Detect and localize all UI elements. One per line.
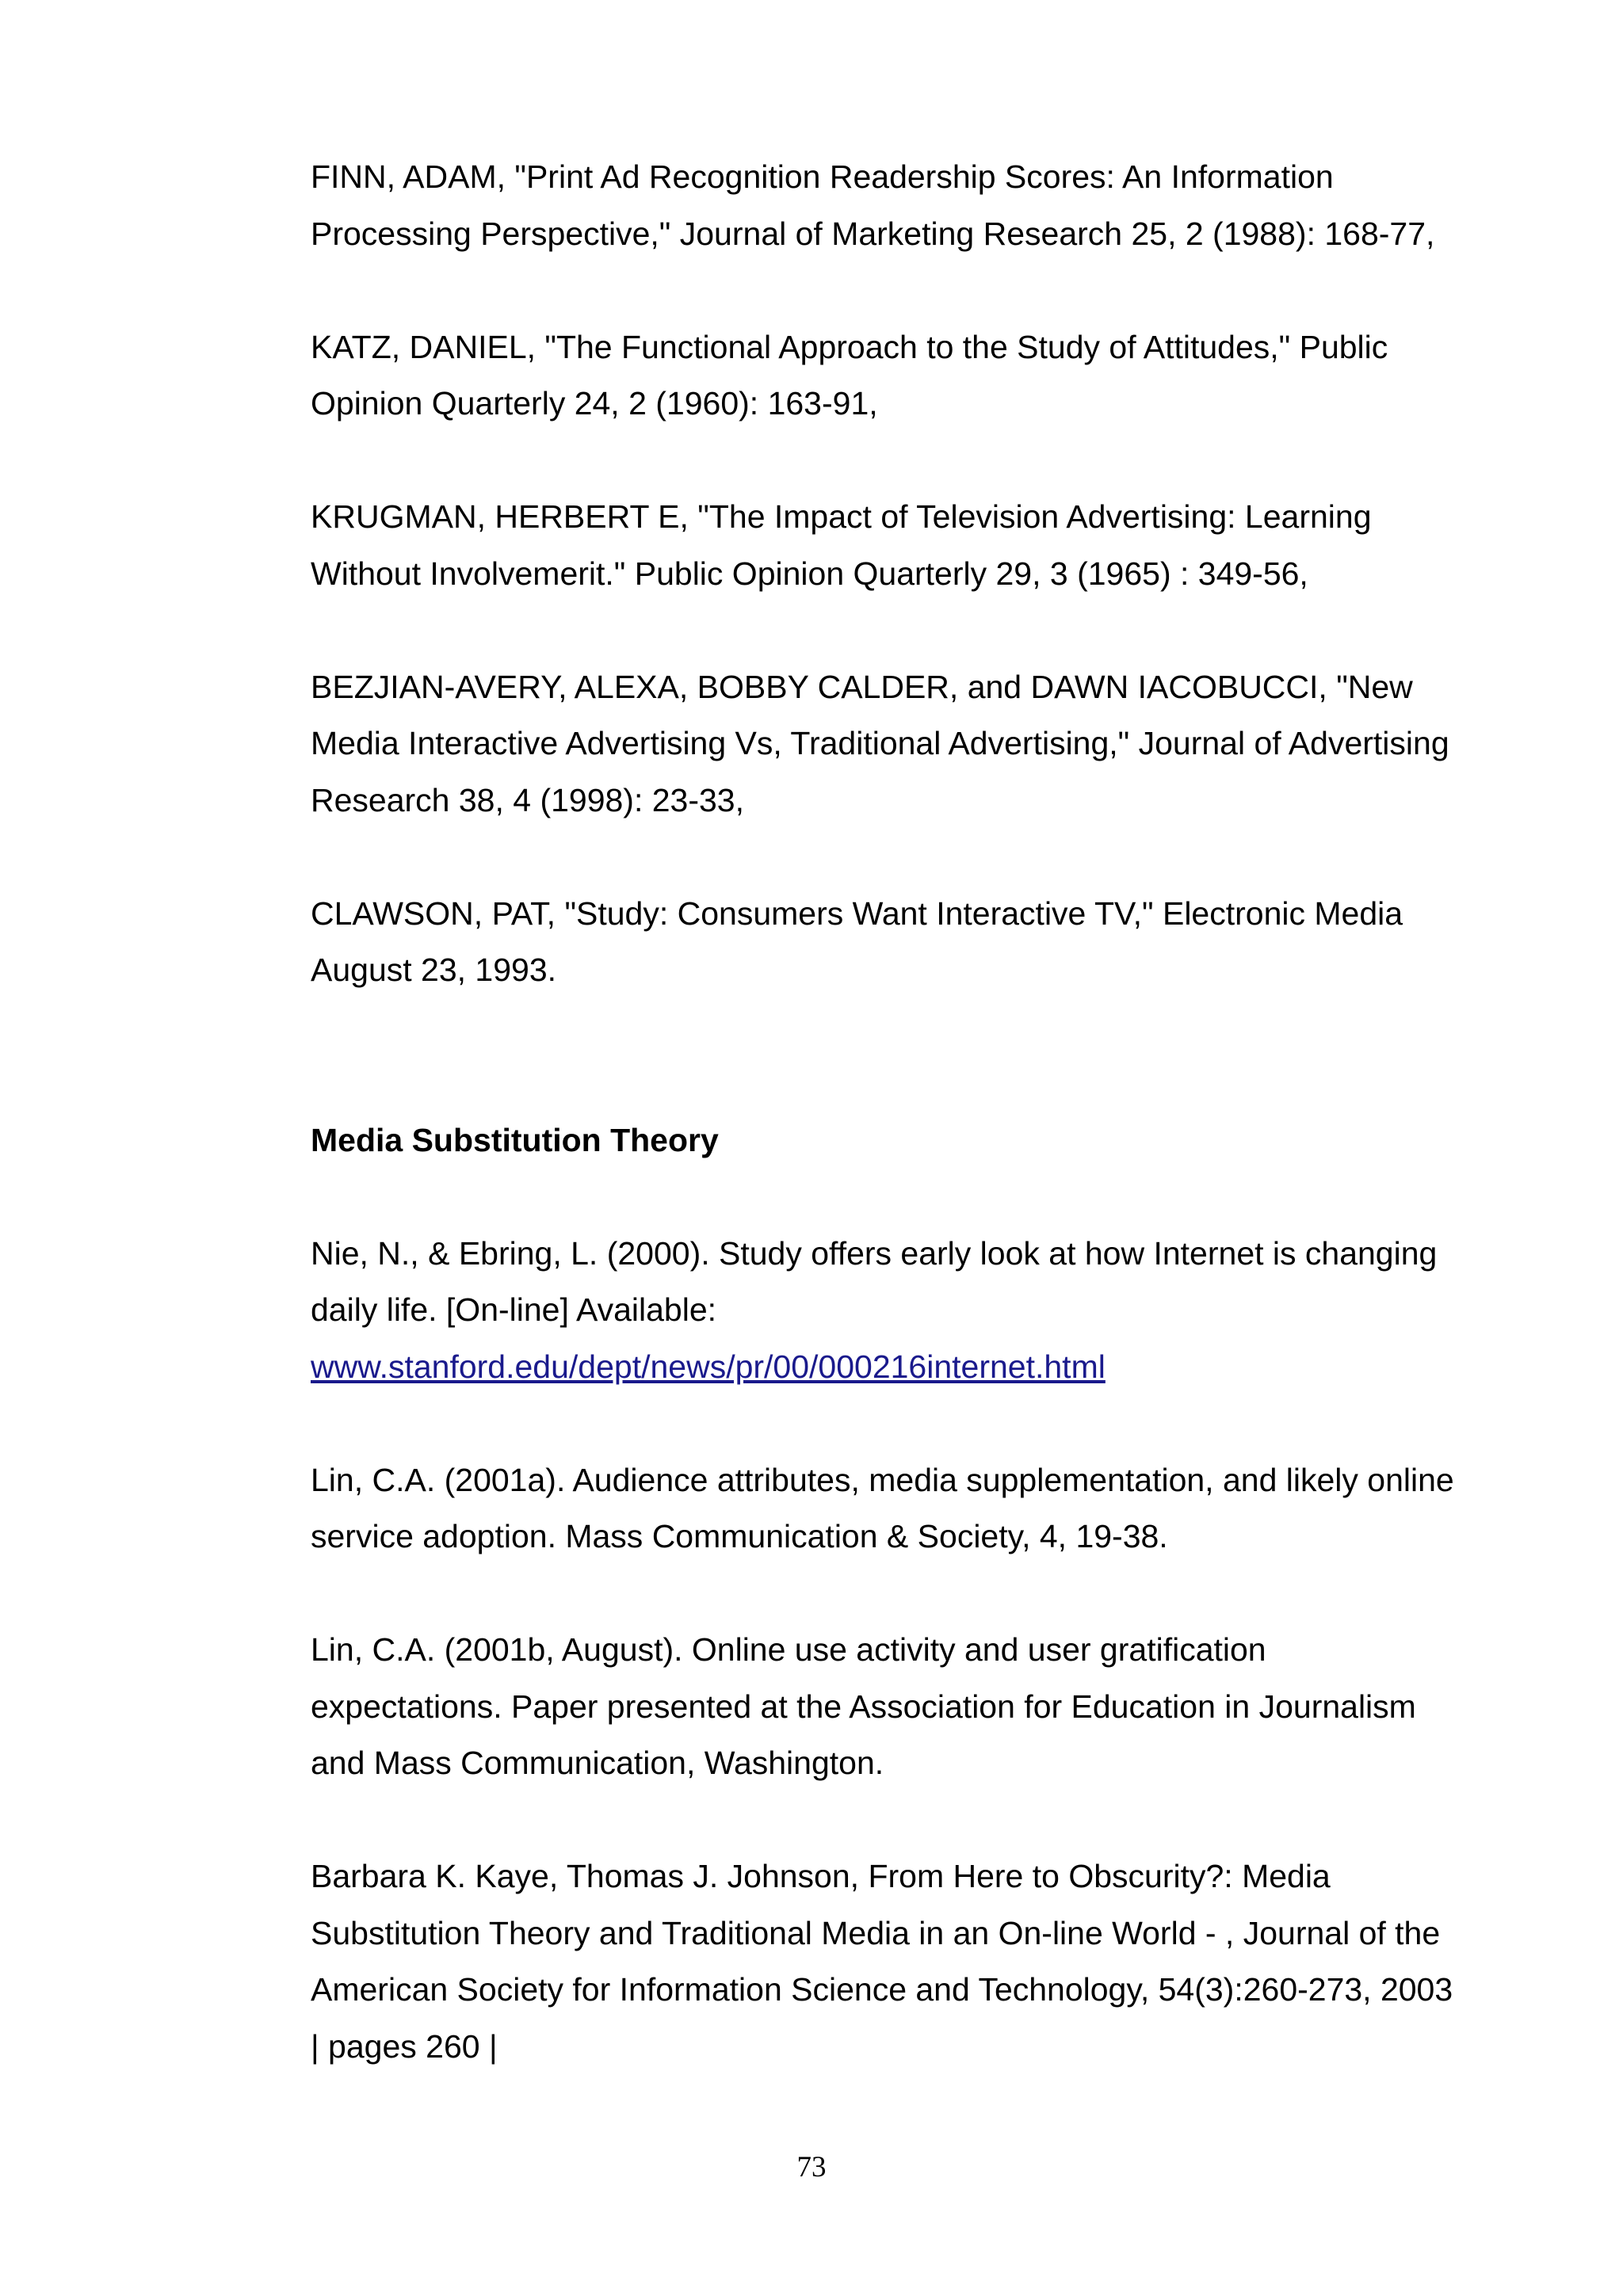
reference-line: August 23, 1993.	[311, 952, 557, 988]
reference-line: Substitution Theory and Traditional Media in an On-line World - , Journal of the	[311, 1914, 1441, 1951]
reference-line: expectations. Paper presented at the Association for Education in Journalism	[311, 1688, 1416, 1725]
reference-line: daily life. [On-line] Available:	[311, 1291, 717, 1328]
reference-clawson	[311, 886, 1484, 999]
spacer	[311, 1566, 1484, 1623]
reference-line: Lin, C.A. (2001b, August). Online use activity and user gratification	[311, 1631, 1266, 1668]
spacer	[311, 1169, 1484, 1226]
spacer	[311, 999, 1484, 1112]
spacer	[311, 829, 1484, 886]
page-number: 73	[796, 2151, 827, 2183]
section-heading: Media Substitution Theory	[311, 1121, 719, 1158]
reference-line: Nie, N., & Ebring, L. (2000). Study offers early look at how Internet is changing	[311, 1234, 1438, 1272]
reference-line: Lin, C.A. (2001a). Audience attributes, media supplementation, and likely online	[311, 1461, 1454, 1498]
spacer	[311, 1792, 1484, 1849]
reference-line: KRUGMAN, HERBERT E, "The Impact of Television Advertising: Learning	[311, 498, 1372, 535]
reference-bezjian-avery	[311, 659, 1484, 830]
reference-line: BEZJIAN-AVERY, ALEXA, BOBBY CALDER, and DAWN IACOBUCCI, "New	[311, 668, 1413, 705]
reference-lin-2001a	[311, 1452, 1484, 1566]
reference-line: Opinion Quarterly 24, 2 (1960): 163-91,	[311, 385, 878, 421]
reference-line: American Society for Information Science and Technology, 54(3):260-273, 2003	[311, 1971, 1453, 2008]
reference-url-link[interactable]: www.stanford.edu/dept/news/pr/00/000216internet.html	[311, 1348, 1106, 1385]
spacer	[311, 262, 1484, 319]
reference-line: service adoption. Mass Communication & Society, 4, 19-38.	[311, 1518, 1168, 1554]
reference-krugman	[311, 489, 1484, 602]
spacer	[311, 1395, 1484, 1452]
reference-line: and Mass Communication, Washington.	[311, 1745, 884, 1781]
spacer	[311, 433, 1484, 490]
reference-lin-2001b	[311, 1622, 1484, 1792]
reference-katz	[311, 319, 1484, 433]
reference-line: | pages 260 |	[311, 2027, 498, 2065]
reference-line: Media Interactive Advertising Vs, Traditional Advertising," Journal of Advertising	[311, 725, 1449, 761]
reference-kaye-johnson	[311, 1848, 1484, 2075]
reference-line: FINN, ADAM, "Print Ad Recognition Readership Scores: An Information	[311, 158, 1334, 195]
reference-finn	[311, 149, 1484, 262]
reference-line: Barbara K. Kaye, Thomas J. Johnson, From Here to Obscurity?: Media	[311, 1858, 1331, 1894]
reference-line: Without Involvemerit." Public Opinion Quarterly 29, 3 (1965) : 349-56,	[311, 555, 1308, 592]
spacer	[311, 602, 1484, 659]
reference-line: Research 38, 4 (1998): 23-33,	[311, 781, 744, 818]
reference-nie	[311, 1226, 1484, 1396]
reference-line: KATZ, DANIEL, "The Functional Approach to the Study of Attitudes," Public	[311, 328, 1388, 365]
reference-line: Processing Perspective," Journal of Marketing Research 25, 2 (1988): 168-77,	[311, 215, 1435, 252]
page-content	[311, 149, 1484, 2075]
reference-line: CLAWSON, PAT, "Study: Consumers Want Interactive TV," Electronic Media	[311, 894, 1403, 932]
